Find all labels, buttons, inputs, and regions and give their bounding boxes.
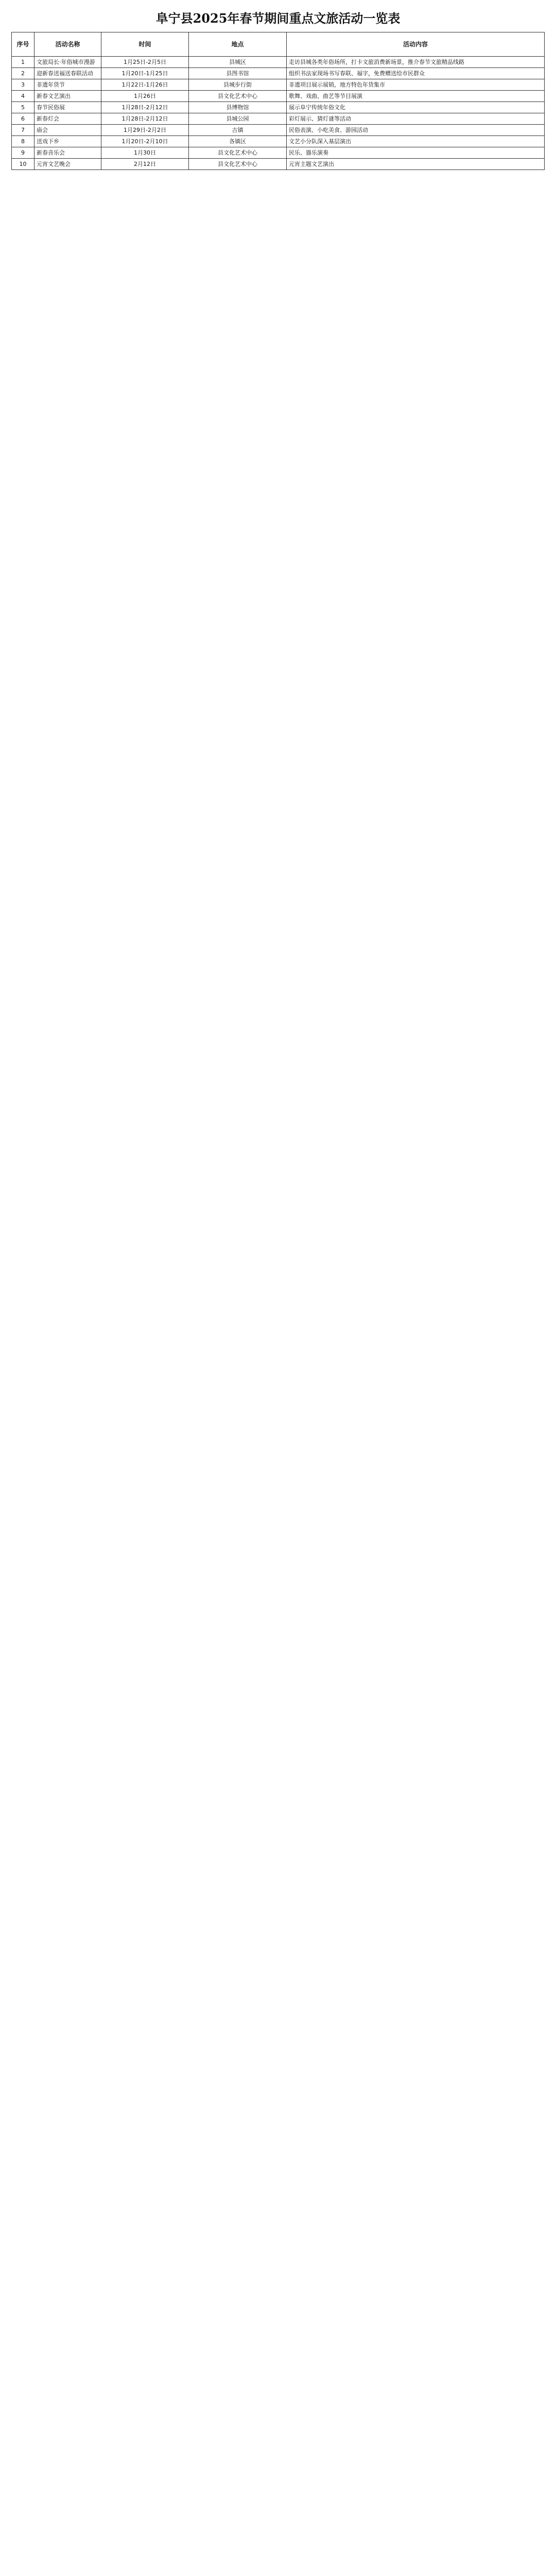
cell-no: 5 [12, 102, 34, 113]
cell-content: 展示阜宁传统年俗文化 [287, 102, 545, 113]
cell-no: 10 [12, 159, 34, 170]
cell-no: 4 [12, 91, 34, 102]
cell-time: 1月29日-2月2日 [101, 125, 189, 136]
cell-content: 民俗表演、小吃美食、游园活动 [287, 125, 545, 136]
cell-place: 县城区 [189, 57, 287, 68]
cell-no: 1 [12, 57, 34, 68]
cell-name: 新春灯会 [34, 113, 101, 125]
cell-time: 1月30日 [101, 147, 189, 159]
cell-place: 各镇区 [189, 136, 287, 147]
table-row [12, 91, 545, 102]
cell-name: 新春音乐会 [34, 147, 101, 159]
cell-place: 县文化艺术中心 [189, 147, 287, 159]
table-row [12, 68, 545, 79]
header-time: 时间 [101, 32, 189, 57]
table-header-row [12, 32, 545, 57]
header-no: 序号 [12, 32, 34, 57]
table-row [12, 113, 545, 125]
cell-no: 2 [12, 68, 34, 79]
cell-place: 县博物馆 [189, 102, 287, 113]
cell-place: 古镇 [189, 125, 287, 136]
cell-name: 新春文艺演出 [34, 91, 101, 102]
cell-place: 县图书馆 [189, 68, 287, 79]
cell-no: 8 [12, 136, 34, 147]
cell-no: 7 [12, 125, 34, 136]
cell-place: 县文化艺术中心 [189, 159, 287, 170]
cell-time: 1月25日-2月5日 [101, 57, 189, 68]
cell-name: 送戏下乡 [34, 136, 101, 147]
header-place: 地点 [189, 32, 287, 57]
table-row [12, 79, 545, 91]
header-content: 活动内容 [287, 32, 545, 57]
table-row [12, 102, 545, 113]
header-name: 活动名称 [34, 32, 101, 57]
cell-content: 组织书法家现场书写春联、福字，免费赠送给市民群众 [287, 68, 545, 79]
cell-time: 1月26日 [101, 91, 189, 102]
table-row [12, 125, 545, 136]
cell-place: 县文化艺术中心 [189, 91, 287, 102]
cell-no: 6 [12, 113, 34, 125]
activity-table [11, 32, 545, 170]
cell-time: 2月12日 [101, 159, 189, 170]
cell-name: 迎新春送福送春联活动 [34, 68, 101, 79]
cell-name: 非遗年货节 [34, 79, 101, 91]
cell-content: 文艺小分队深入基层演出 [287, 136, 545, 147]
cell-content: 歌舞、戏曲、曲艺等节目展演 [287, 91, 545, 102]
cell-time: 1月20日-2月10日 [101, 136, 189, 147]
cell-no: 3 [12, 79, 34, 91]
cell-content: 非遗项目展示展销，地方特色年货集市 [287, 79, 545, 91]
cell-content: 走访县城各类年俗场所，打卡文旅消费新场景，推介春节文旅精品线路 [287, 57, 545, 68]
table-row [12, 159, 545, 170]
cell-name: 庙会 [34, 125, 101, 136]
cell-time: 1月22日-1月26日 [101, 79, 189, 91]
cell-content: 元宵主题文艺演出 [287, 159, 545, 170]
cell-name: 元宵文艺晚会 [34, 159, 101, 170]
page [0, 0, 556, 170]
cell-content: 民乐、器乐演奏 [287, 147, 545, 159]
cell-place: 县城步行街 [189, 79, 287, 91]
cell-name: 文旅局长·年俗城市漫游 [34, 57, 101, 68]
page-title: 阜宁县2025年春节期间重点文旅活动一览表 [155, 11, 401, 26]
cell-place: 县城公园 [189, 113, 287, 125]
cell-time: 1月20日-1月25日 [101, 68, 189, 79]
cell-content: 彩灯展示、猜灯谜等活动 [287, 113, 545, 125]
cell-time: 1月28日-2月12日 [101, 102, 189, 113]
table-row [12, 136, 545, 147]
table-row [12, 57, 545, 68]
table-row [12, 147, 545, 159]
cell-no: 9 [12, 147, 34, 159]
cell-name: 春节民俗展 [34, 102, 101, 113]
cell-time: 1月28日-2月12日 [101, 113, 189, 125]
